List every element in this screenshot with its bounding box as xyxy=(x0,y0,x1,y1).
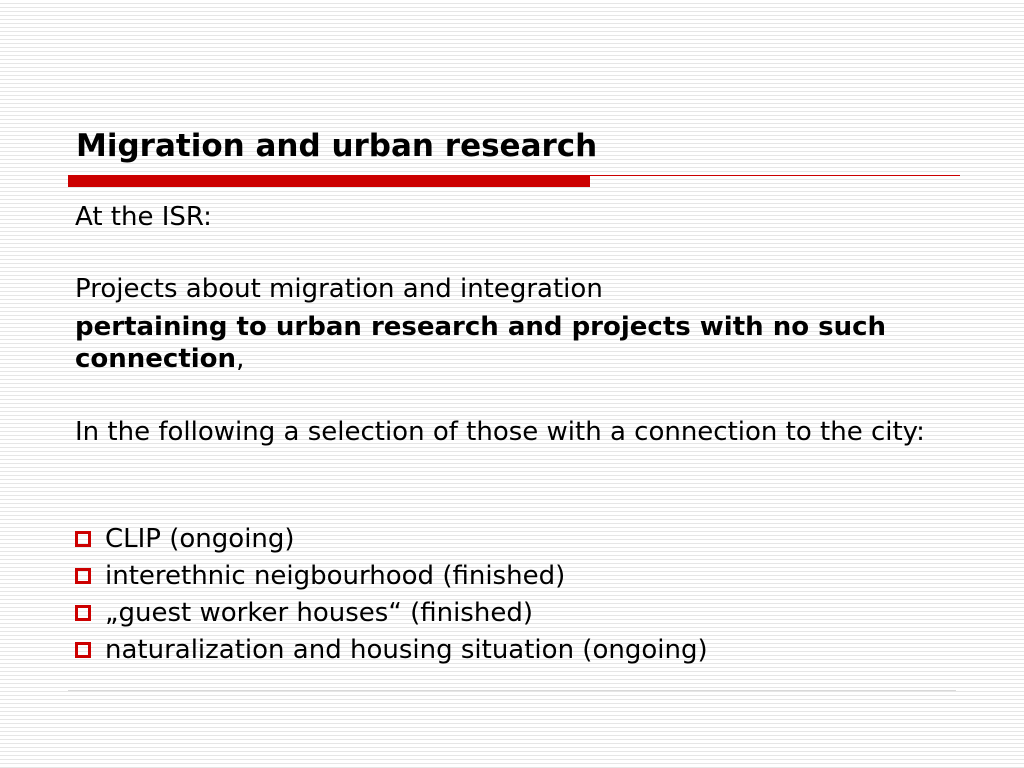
list-item-label: interethnic neigbourhood (finished) xyxy=(105,560,566,591)
list-item-label: CLIP (ongoing) xyxy=(105,523,295,554)
title-underline-thick xyxy=(68,175,590,187)
list-item-label: „guest worker houses“ (finished) xyxy=(105,597,533,628)
projects-bold-suffix: , xyxy=(236,344,245,374)
selection-text: In the following a selection of those with a connection to the city: xyxy=(75,417,925,447)
list-item xyxy=(75,557,708,594)
slide-title: Migration and urban research xyxy=(76,128,598,164)
title-underline-thin xyxy=(590,175,960,176)
project-bullet-list xyxy=(75,520,708,668)
hollow-square-icon xyxy=(75,642,91,658)
list-item xyxy=(75,631,708,668)
intro-text: At the ISR: xyxy=(75,202,212,232)
hollow-square-icon xyxy=(75,605,91,621)
projects-bold-paragraph xyxy=(75,311,945,375)
list-item xyxy=(75,520,708,557)
hollow-square-icon xyxy=(75,531,91,547)
list-item xyxy=(75,594,708,631)
projects-line: Projects about migration and integration xyxy=(75,274,603,304)
projects-bold-text: pertaining to urban research and projects with no such connection xyxy=(75,312,887,374)
list-item-label: naturalization and housing situation (ongoing) xyxy=(105,634,708,665)
footer-divider xyxy=(68,690,956,691)
hollow-square-icon xyxy=(75,568,91,584)
